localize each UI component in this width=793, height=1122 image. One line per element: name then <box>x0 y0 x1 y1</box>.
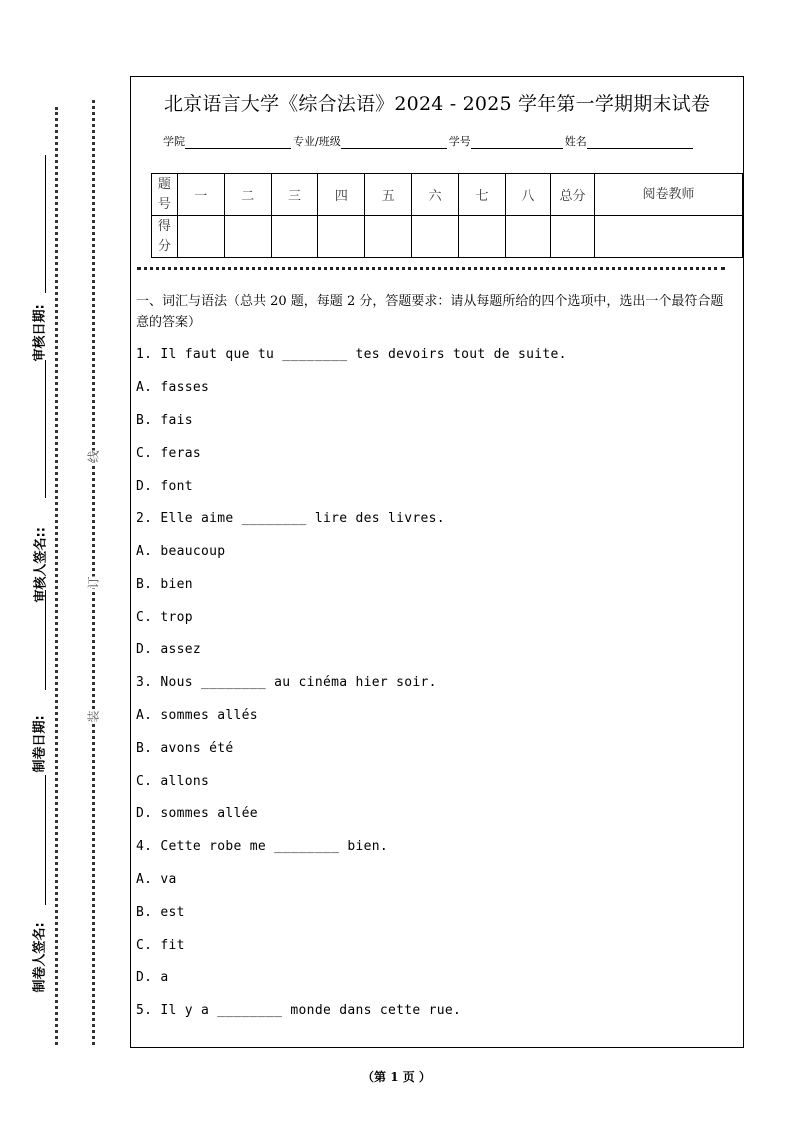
seal-dotted-divider <box>137 267 725 270</box>
binding-char-line: 线 <box>83 450 104 462</box>
binding-dotted-line-inner <box>55 107 58 1045</box>
score-cell-grader[interactable] <box>595 216 743 258</box>
score-cell[interactable] <box>505 216 550 258</box>
score-header: 得分 <box>152 216 178 258</box>
col-header: 六 <box>412 174 459 216</box>
college-field[interactable] <box>185 136 291 149</box>
option-4d[interactable]: D. a <box>136 970 169 985</box>
binding-char-bind: 订 <box>83 576 104 588</box>
option-4a[interactable]: A. va <box>136 872 177 887</box>
col-header-grader: 阅卷教师 <box>595 174 743 216</box>
score-cell[interactable] <box>224 216 271 258</box>
student-id-label: 学号 <box>448 135 471 148</box>
exam-frame <box>130 76 744 1048</box>
option-3c[interactable]: C. allons <box>136 774 210 789</box>
major-class-label: 专业/班级 <box>293 135 341 148</box>
reviewer-signature-label: 审核人签名:: <box>33 527 49 603</box>
option-4c[interactable]: C. fit <box>136 938 185 953</box>
col-header-total: 总分 <box>550 174 594 216</box>
page-number: （第 1 页 ） <box>362 1070 431 1084</box>
col-header: 三 <box>271 174 318 216</box>
major-class-field[interactable] <box>341 136 447 149</box>
option-1b[interactable]: B. fais <box>136 413 193 428</box>
option-3b[interactable]: B. avons été <box>136 741 234 756</box>
section-heading: 一、词汇与语法（总共 20 题，每题 2 分，答题要求：请从每题所给的四个选项中，选出一个最符合题意的答案） <box>136 294 724 330</box>
option-4b[interactable]: B. est <box>136 905 185 920</box>
col-header: 五 <box>365 174 412 216</box>
col-header: 一 <box>177 174 224 216</box>
name-field[interactable] <box>587 136 693 149</box>
binding-char-fold: 装 <box>83 710 104 722</box>
question-3: 3. Nous ________ au cinéma hier soir. <box>136 675 437 690</box>
option-1c[interactable]: C. feras <box>136 446 202 461</box>
student-info-row <box>163 133 695 149</box>
col-header: 四 <box>318 174 365 216</box>
score-table-score-row <box>152 216 743 258</box>
col-header: 七 <box>459 174 506 216</box>
option-1d[interactable]: D. font <box>136 479 193 494</box>
score-cell[interactable] <box>459 216 506 258</box>
score-cell[interactable] <box>412 216 459 258</box>
score-cell[interactable] <box>318 216 365 258</box>
exam-title: 北京语言大学《综合法语》2024 - 2025 学年第一学期期末试卷 <box>163 93 711 115</box>
col-header: 八 <box>505 174 550 216</box>
signature-line <box>45 590 46 690</box>
option-1a[interactable]: A. fasses <box>136 380 210 395</box>
score-cell[interactable] <box>365 216 412 258</box>
score-table <box>151 173 743 258</box>
option-2a[interactable]: A. beaucoup <box>136 544 226 559</box>
signature-line <box>45 775 46 905</box>
review-date-label: 审核日期: <box>32 304 48 362</box>
option-2d[interactable]: D. assez <box>136 642 202 657</box>
option-3a[interactable]: A. sommes allés <box>136 708 258 723</box>
option-2c[interactable]: C. trop <box>136 610 193 625</box>
paper-maker-signature-label: 制卷人签名: <box>32 922 48 993</box>
question-1: 1. Il faut que tu ________ tes devoirs tout de suite. <box>136 347 567 362</box>
college-label: 学院 <box>163 135 185 148</box>
signature-line <box>45 360 46 498</box>
question-2: 2. Elle aime ________ lire des livres. <box>136 511 445 526</box>
binding-dotted-line-outer <box>92 100 95 1045</box>
score-cell[interactable] <box>271 216 318 258</box>
score-cell[interactable] <box>177 216 224 258</box>
question-number-header: 题号 <box>152 174 178 216</box>
score-table-header-row <box>152 174 743 216</box>
col-header: 二 <box>224 174 271 216</box>
option-2b[interactable]: B. bien <box>136 577 193 592</box>
question-5: 5. Il y a ________ monde dans cette rue. <box>136 1003 462 1018</box>
student-id-field[interactable] <box>471 136 563 149</box>
paper-date-label: 制卷日期: <box>32 715 48 773</box>
score-cell-total[interactable] <box>550 216 594 258</box>
name-label: 姓名 <box>564 135 587 148</box>
option-3d[interactable]: D. sommes allée <box>136 806 258 821</box>
question-4: 4. Cette robe me ________ bien. <box>136 839 388 854</box>
signature-line <box>45 155 46 293</box>
